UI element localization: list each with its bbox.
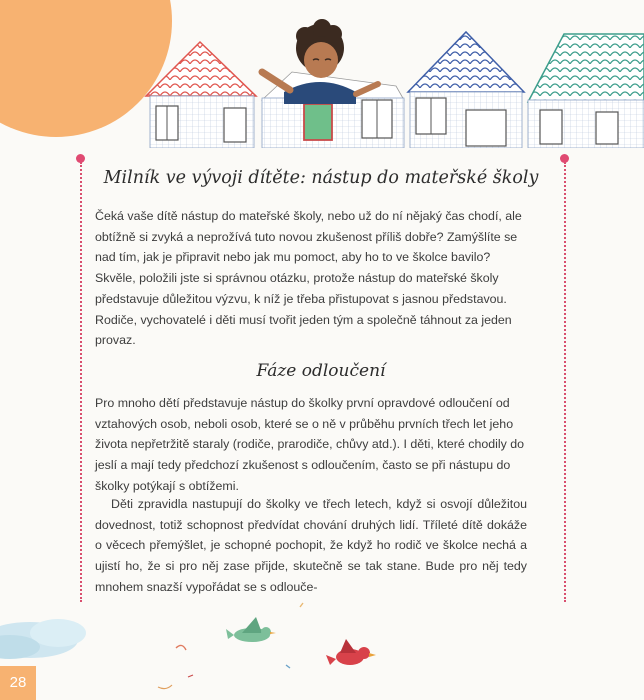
intro-paragraph <box>95 206 527 351</box>
blue-house <box>408 32 524 148</box>
green-bird-icon <box>226 617 276 642</box>
red-bird-icon <box>326 639 376 665</box>
intro-paragraph-text: Čeká vaše dítě nástup do mateřské školy, nebo už do ní nějaký čas chodí, ale obtížně si zvyká a neprožívá tuto novou zkušenost příliš dobře? Zamýšlíte se nad tím, jak je připravit nebo jak mu pomoct, aby ho to ve školce bavilo? Skvěle, položili jste si správnou otázku, protože nástup do mateřské školy představuje důležitou výzvu, k níž je třeba přistupovat s jasnou představou. Rodiče, vychovatelé i děti musí tvořit jeden tým a společně táhnout za jeden provaz. <box>95 209 522 348</box>
page-title: Milník ve vývoji dítěte: nástup do mateřské školy <box>103 168 539 188</box>
right-dotted-rule <box>564 162 566 602</box>
section-paragraph-1-text: Pro mnoho dětí představuje nástup do školky první opravdové odloučení od vztahových osob, neboli osob, které se o ně v průběhu prvních třech let jeho života nepřetržitě staraly (rodiče, prarodiče, chůvy atd.). I děti, které chodily do jeslí a mají tedy předchozí zkušenost s odloučením, často se při nástupu do školky potýkají s obtížemi. <box>95 396 525 493</box>
leaf-icon <box>158 603 303 689</box>
page-number: 28 <box>0 666 36 700</box>
section-title: Fáze odloučení <box>256 361 386 381</box>
section-paragraph-2-text: Děti zpravidla nastupují do školky ve třech letech, když si osvojí důležitou dovednost, totiž schopnost předvídat chování druhých lidí. Tříleté dítě dokáže o věcech přemýšlet, je schopné pochopit, že když ho rodič ve školce nechá a ujistí ho, že si pro něj zase přijde, skutečně se tak stane. Bude pro něj tedy mnohem snazší vypořádat se s odlouče- <box>95 497 527 594</box>
red-house <box>146 42 256 148</box>
section-paragraph-1 <box>95 393 527 497</box>
left-dotted-rule <box>80 162 82 602</box>
teal-house <box>528 34 644 148</box>
right-pin-dot <box>560 154 569 163</box>
left-pin-dot <box>76 154 85 163</box>
houses-illustration <box>0 0 644 148</box>
bottom-illustration <box>0 595 644 700</box>
section-paragraph-2 <box>95 494 527 598</box>
cloud-icon <box>0 619 86 659</box>
